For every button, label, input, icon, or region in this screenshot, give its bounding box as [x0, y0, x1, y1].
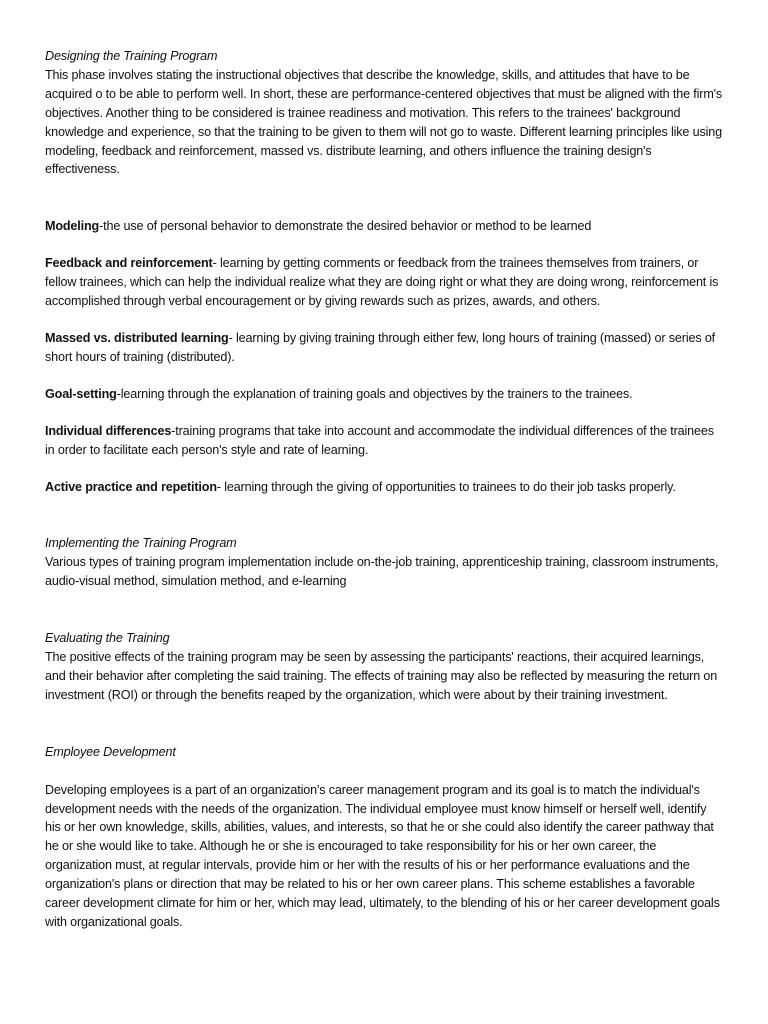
- document-page: [45, 47, 725, 932]
- principle-term: Individual differences: [45, 423, 172, 438]
- spacer: [45, 236, 725, 254]
- principle-text: -the use of personal behavior to demonstrate the desired behavior or method to be learned: [99, 219, 592, 234]
- design-heading: Designing the Training Program: [45, 49, 218, 63]
- principle-term: Feedback and reinforcement: [45, 256, 213, 271]
- principle-term: Active practice and repetition: [45, 479, 217, 494]
- evaluate-heading: Evaluating the Training: [45, 631, 170, 646]
- spacer: [45, 367, 725, 385]
- principle-massed: [45, 329, 725, 367]
- evaluate-body: The positive effects of the training program may be seen by assessing the participants' reactions, their acquired learnings, and their behavior after completing the said training. The effects of training may also be reflected by measuring the return on investment (ROI) or through the benefits reaped by the organization, which were about by their training investment.: [45, 650, 718, 702]
- principle-active-practice: [45, 478, 725, 497]
- principle-text: - learning by giving training through either few, long hours of training (massed) or series of short hours of training (distributed).: [45, 330, 716, 364]
- principle-feedback: [45, 254, 725, 311]
- development-heading: Employee Development: [45, 744, 176, 759]
- spacer: [45, 404, 725, 422]
- implement-heading: Implementing the Training Program: [45, 536, 237, 551]
- principle-text: -learning through the explanation of training goals and objectives by the trainers to the trainees.: [116, 386, 633, 401]
- principle-goal-setting: [45, 385, 725, 404]
- spacer: [45, 496, 725, 534]
- principle-text: -training programs that take into account and accommodate the individual differences of the trainees in order to facilitate each person's style and rate of learning.: [45, 423, 714, 457]
- spacer: [45, 179, 725, 217]
- principle-term: Massed vs. distributed learning: [45, 330, 229, 345]
- spacer: [45, 311, 725, 329]
- spacer: [45, 591, 725, 629]
- principle-modeling: [45, 217, 725, 236]
- principle-term: Goal-setting: [45, 386, 117, 401]
- principle-individual: [45, 422, 725, 460]
- spacer: [45, 705, 725, 743]
- principle-text: - learning by getting comments or feedback from the trainees themselves from trainers, or fellow trainees, which can help the individual realize what they are doing right or what they are doing wrong, reinforcement is accomplished through verbal encouragement or by giving rewards such as prizes, awards, and others.: [45, 256, 719, 309]
- principle-term: Modeling: [45, 219, 100, 234]
- design-body: This phase involves stating the instructional objectives that describe the knowledge, skills, and attitudes that have to be acquired o to be able to perform well. In short, these are performance-centered objectives that must be aligned with the firm's objectives. Another thing to be considered is trainee readiness and motivation. This refers to the trainees' background knowledge and experience, so that the training to be given to them will not go to waste. Different learning principles like using modeling, feedback and reinforcement, massed vs. distribute learning, and others influence the training design's effectiveness.: [45, 67, 723, 177]
- implement-body: Various types of training program implementation include on-the-job training, apprenticeship training, classroom instruments, audio-visual method, simulation method, and e-learning: [45, 555, 719, 589]
- spacer: [45, 762, 725, 781]
- principle-text: - learning through the giving of opportunities to trainees to do their job tasks properly.: [216, 479, 676, 494]
- spacer: [45, 460, 725, 478]
- development-body: Developing employees is a part of an organization's career management program and its goal is to match the individual's development needs with the needs of the organization. The individual employee must know himself or herself well, identify his or her own knowledge, skills, abilities, values, and interests, so that he or she could also identify the career pathway that he or she would like to take. Although he or she is encouraged to take responsibility for his or her own career, the organization must, at regular intervals, provide him or her with the results of his or her performance evaluations and the organization's plans or direction that may be related to his or her own career plans. This scheme establishes a favorable career development climate for him or her, which may lead, ultimately, to the blending of his or her career development goals with organizational goals.: [45, 782, 720, 929]
